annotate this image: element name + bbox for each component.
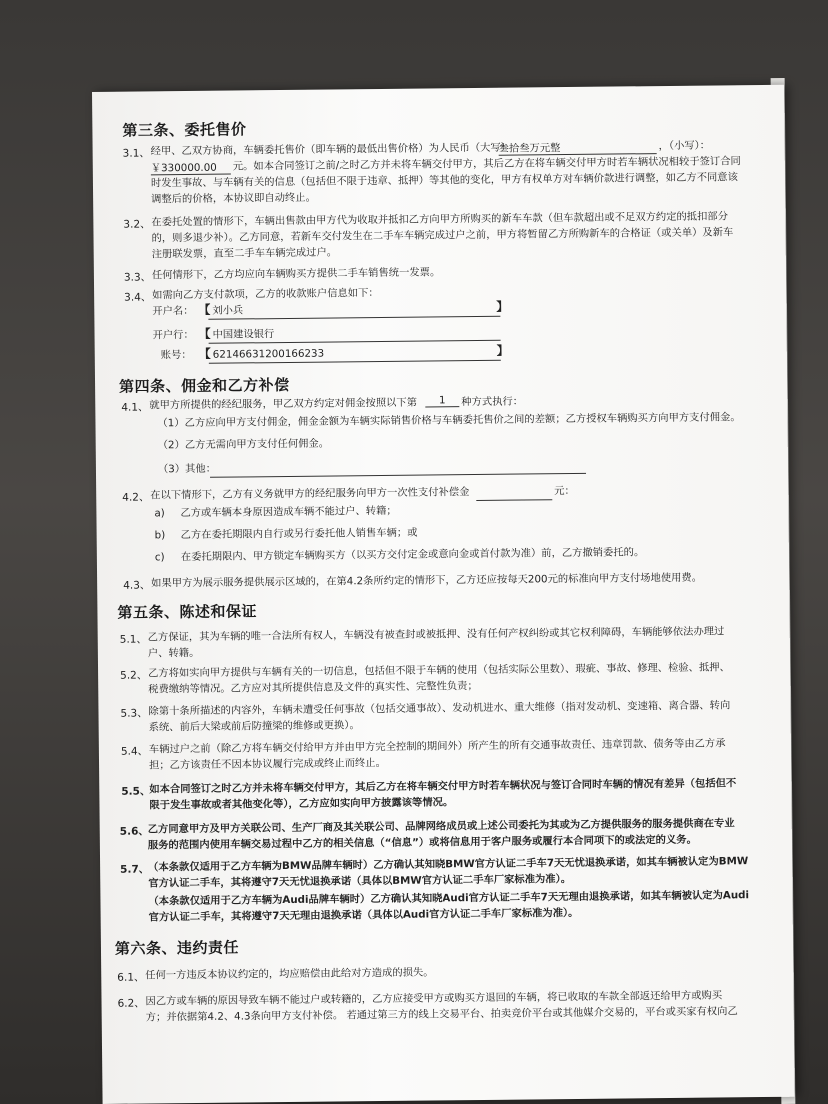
clause-3-1-text-a: 经甲、乙双方协商，车辆委托售价（即车辆的最低出售价格）为人民币（大写）	[150, 141, 512, 158]
item-a-label: a)	[154, 507, 165, 520]
commission-option-choice: 1	[425, 394, 459, 407]
clause-5-4-number: 5.4、	[120, 745, 149, 758]
clause-4-1-text-a: 就甲方所提供的经纪服务，甲乙双方约定对佣金按照以下第	[149, 396, 418, 412]
clause-3-2-line-2: 的，则多退少补）。乙方同意，若新车交付发生在二手车车辆完成过户之前，甲方将暂留乙方所购新车的合格证（或关单）及新车	[151, 226, 734, 245]
item-b-label: b)	[154, 529, 166, 542]
clause-3-2-number: 3.2、	[123, 218, 151, 231]
clause-5-7-line-4: 官方认证二手车，其将遵守7天无理由退换承诺（具体以Audi官方认证二手车厂家标准为准）。	[148, 906, 579, 924]
item-b-text: 乙方在委托期限内自行或另行委托他人销售车辆；或	[180, 526, 418, 542]
clause-5-6-line-2: 服务的范围内使用车辆交易过程中乙方的相关信息（“信息”）或将信息用于客户服务或履行本合同项下的或法定的义务。	[147, 833, 697, 852]
bank-bracket-open: 【	[198, 326, 211, 341]
clause-5-2-line-1: 乙方将如实向甲方提供与车辆有关的一切信息，包括但不限于车辆的使用（包括实际公里数）、瑕疵、事故、修理、检验、抵押、	[148, 661, 730, 680]
clause-5-4-line-1: 车辆过户之前（除乙方将车辆交付给甲方并由甲方完全控制的期间外）所产生的所有交通事故责任、违章罚款、债务等由乙方承	[148, 737, 726, 756]
account-number-value: 62146631200166233	[212, 347, 325, 361]
account-name-bracket-close: 】	[496, 299, 509, 314]
clause-4-3-line-1: 如果甲方为展示服务提供展示区域的，在第4.2条所约定的情形下，乙方还应按每天200元的标准向甲方支付场地使用费。	[151, 571, 703, 590]
clause-5-3-line-2: 系统、前后大梁或前后防撞梁的维修或更换）。	[148, 719, 360, 734]
clause-5-2-line-2: 税费缴纳等情况。乙方应对其所提供信息及文件的真实性、完整性负责；	[148, 679, 478, 696]
amount-in-words: 叁拾叁万元整	[499, 138, 657, 156]
section-4-title: 第四条、佣金和乙方补偿	[118, 375, 290, 396]
clause-5-4-line-2: 担；乙方该责任不因本协议履行完成或终止而终止。	[148, 756, 386, 772]
item-c-label: c)	[154, 551, 165, 564]
item-c-text: 在委托期限内、甲方锁定车辆购买方（以买方交付定金或意向金或首付款为准）前，乙方撤销委托的。	[180, 546, 645, 564]
clause-3-4-number: 3.4、	[124, 291, 152, 304]
clause-5-1-line-1: 乙方保证，其为车辆的唯一合法所有权人，车辆没有被查封或被抵押、没有任何产权纠纷或其它权利障碍，车辆能够依法办理过	[147, 625, 725, 644]
section-5-title: 第五条、陈述和保证	[117, 602, 258, 622]
account-number-bracket-open: 【	[198, 346, 211, 361]
clause-5-5-line-2: 限于发生事故或者其他变化等），乙方应如实向甲方披露该等情况。	[149, 796, 454, 812]
clause-6-1-number: 6.1、	[117, 971, 145, 984]
clause-3-2-line-1: 在委托处置的情形下，车辆出售款由甲方代为收取并抵扣乙方向甲方所购买的新车车款（但车款超出或不足双方约定的抵扣部分	[151, 210, 729, 229]
commission-option-3-underline	[210, 473, 586, 478]
contract-page	[92, 85, 795, 1104]
clause-3-4-line-1: 如需向乙方支付款项，乙方的收款账户信息如下：	[152, 287, 379, 302]
clause-4-1-text-b: 种方式执行：	[461, 395, 524, 409]
clause-5-6-number: 5.6、	[119, 825, 149, 838]
clause-6-2-line-2: 方；并依据第4.2、4.3条向甲方支付补偿。 若通过第三方的线上交易平台、拍卖竞价平台或其他媒介交易的，平台或买家有权向乙	[145, 1005, 738, 1024]
clause-6-1-line-1: 任何一方违反本协议约定的，均应赔偿由此给对方造成的损失。	[145, 966, 434, 982]
clause-4-3-number: 4.3、	[123, 579, 151, 592]
clause-6-2-line-1: 因乙方或车辆的原因导致车辆不能过户或转籍的，乙方应接受甲方或购买方退回的车辆，将已收取的车款全部返还给甲方或购买	[145, 989, 723, 1008]
account-name-value: 刘小兵	[212, 304, 244, 317]
commission-option-3: （3）其他：	[157, 462, 217, 476]
account-number-label: 账号：	[160, 348, 192, 362]
clause-3-3-line-1: 任何情形下，乙方均应向车辆购买方提供二手车销售统一发票。	[151, 266, 441, 282]
clause-5-7-line-1: （本条款仅适用于乙方车辆为BMW品牌车辆时）乙方确认其知晓BMW官方认证二手车7天无忧退换承诺，如其车辆被认定为BMW	[148, 855, 749, 874]
compensation-amount-underline	[476, 499, 552, 501]
clause-5-7-line-3: （本条款仅适用于乙方车辆为Audi品牌车辆时）乙方确认其知晓Audi官方认证二手车7天无理由退换承诺，如其车辆被认定为Audi	[148, 889, 750, 908]
clause-4-2-text-b: 元：	[554, 484, 575, 498]
clause-4-2-number: 4.2、	[122, 491, 150, 504]
clause-4-2-text-a: 在以下情形下，乙方有义务就甲方的经纪服务向甲方一次性支付补偿金	[150, 486, 470, 502]
clause-5-7-number: 5.7、	[120, 863, 150, 876]
clause-5-3-line-1: 除第十条所描述的内容外，车辆未遭受任何事故（包括交通事故）、发动机进水、重大维修（指对发动机、变速箱、离合器、转向	[148, 699, 731, 718]
clause-3-2-line-3: 注册联发票，直至二手车车辆完成过户。	[151, 246, 338, 261]
account-name-bracket-open: 【	[198, 302, 211, 317]
clause-5-5-line-1: 如本合同签订之时乙方并未将车辆交付甲方，其后乙方在将车辆交付甲方时若车辆状况与签订合同时车辆的情况有差异（包括但不	[149, 777, 737, 796]
bank-value: 中国建设银行	[212, 328, 275, 341]
bank-label: 开户行：	[152, 328, 194, 342]
clause-5-3-number: 5.3、	[120, 707, 148, 720]
clause-5-2-number: 5.2、	[120, 669, 148, 682]
clause-3-1-number: 3.1、	[122, 147, 150, 160]
clause-5-1-line-2: 户、转籍。	[147, 646, 200, 660]
account-name-label: 开户名：	[152, 304, 194, 318]
section-6-title: 第六条、违约责任	[114, 938, 240, 958]
account-name-underline	[208, 316, 500, 320]
clause-5-1-number: 5.1、	[119, 633, 148, 646]
clause-6-2-number: 6.2、	[117, 997, 145, 1010]
item-a-text: 乙方或车辆本身原因造成车辆不能过户、转籍；	[180, 504, 397, 520]
clause-3-3-number: 3.3、	[123, 271, 152, 284]
commission-option-2: （2）乙方无需向甲方支付任何佣金。	[157, 437, 330, 452]
commission-option-1: （1）乙方应向甲方支付佣金，佣金金额为车辆实际销售价格与车辆委托售价之间的差额；乙方授权车辆购买方向甲方支付佣金。	[157, 411, 741, 430]
account-number-bracket-close: 】	[496, 343, 509, 358]
clause-4-1-number: 4.1、	[121, 401, 149, 414]
clause-5-5-number: 5.5、	[121, 785, 151, 798]
contract-text	[92, 85, 784, 1024]
clause-3-1-text-b: ，（小写）：	[658, 139, 711, 153]
clause-3-1-line-4: 调整后的价格，本协议即自动终止。	[151, 191, 316, 206]
clause-3-1-line-3: 时发生事故、与车辆有关的信息（包括但不限于违章、抵押）等其他的变化，甲方有权单方对车辆价款进行调整，如乙方不同意该	[150, 171, 738, 190]
amount-in-figures: ￥330000.00	[151, 159, 231, 176]
section-3-title: 第三条、委托售价	[122, 120, 247, 140]
clause-3-1-line-2: 元。如本合同签订之前/之时乙方并未将车辆交付甲方，其后乙方在将车辆交付甲方时若车辆状况相较于签订合同	[232, 155, 741, 173]
clause-5-7-line-2: 官方认证二手车，其将遵守7天无忧退换承诺（具体以BMW官方认证二手车厂家标准为准）。	[148, 873, 572, 890]
clause-5-6-line-1: 乙方同意甲方及甲方关联公司、生产厂商及其关联公司、品牌网络成员或上述公司委托为其或为乙方提供服务的服务提供商在专业	[147, 817, 735, 836]
